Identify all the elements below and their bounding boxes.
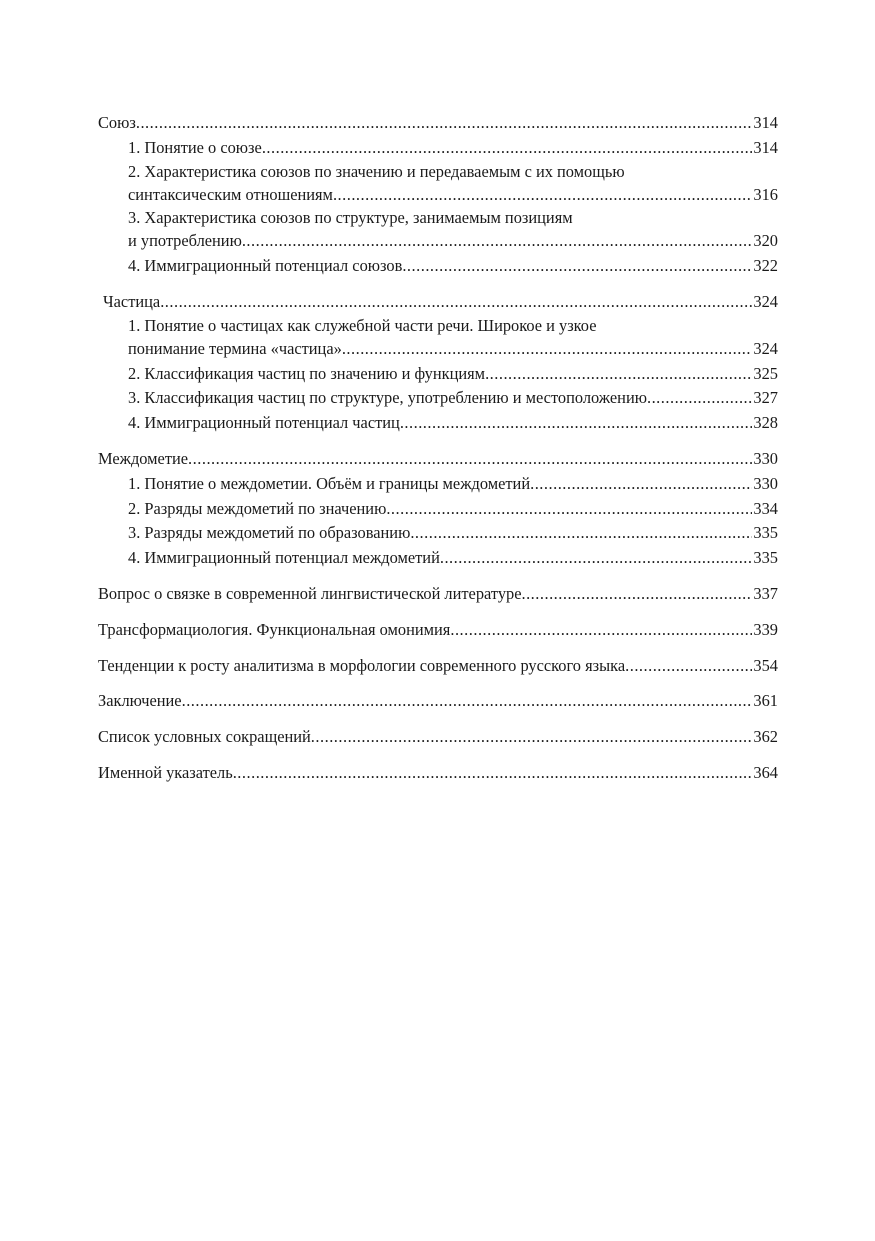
toc-section bbox=[98, 654, 778, 679]
page-number: 364 bbox=[753, 762, 778, 782]
toc-entry-title: и употреблению bbox=[128, 231, 242, 251]
dot-leader bbox=[188, 447, 752, 472]
toc-subsection-entry[interactable] bbox=[98, 183, 778, 208]
toc-subsection-entry[interactable] bbox=[98, 497, 778, 522]
toc-subsection-entry[interactable] bbox=[98, 229, 778, 254]
toc-entry-title: Список условных сокращений bbox=[98, 727, 311, 747]
page-number: 337 bbox=[753, 583, 778, 603]
dot-leader bbox=[233, 761, 753, 786]
dot-leader bbox=[521, 582, 752, 607]
toc-chapter-entry[interactable] bbox=[98, 725, 778, 750]
toc-subsection-entry[interactable] bbox=[98, 386, 778, 411]
toc-entry-title: Междометие bbox=[98, 448, 189, 468]
dot-leader bbox=[136, 111, 753, 136]
toc-chapter-entry[interactable] bbox=[98, 654, 778, 679]
page-number: 362 bbox=[753, 727, 778, 747]
toc-entry-title: Именной указатель bbox=[98, 762, 233, 782]
page-number: 324 bbox=[753, 291, 778, 311]
dot-leader bbox=[182, 689, 753, 714]
page-number: 324 bbox=[753, 338, 778, 358]
page-number: 327 bbox=[753, 388, 778, 408]
dot-leader bbox=[530, 472, 752, 497]
page-number: 325 bbox=[753, 363, 778, 383]
dot-leader bbox=[410, 521, 752, 546]
toc-entry-text-line: 2. Характеристика союзов по значению и передаваемым с их помощью bbox=[128, 161, 625, 181]
toc-subsection-entry[interactable] bbox=[98, 546, 778, 571]
toc-section bbox=[98, 290, 778, 436]
toc-section bbox=[98, 618, 778, 643]
toc-section bbox=[98, 689, 778, 714]
toc-entry-title: 2. Разряды междометий по значению bbox=[128, 498, 387, 518]
dot-leader bbox=[625, 654, 752, 679]
toc-entry-title: 3. Классификация частиц по структуре, употреблению и местоположению bbox=[128, 388, 647, 408]
toc-chapter-entry[interactable] bbox=[98, 618, 778, 643]
toc-entry-title: Заключение bbox=[98, 691, 182, 711]
toc-entry-text-line: 1. Понятие о частицах как служебной части речи. Широкое и узкое bbox=[128, 315, 597, 335]
toc-entry-title: Частица bbox=[103, 291, 161, 311]
page-number: 334 bbox=[753, 498, 778, 518]
page-number: 354 bbox=[753, 655, 778, 675]
toc-entry-title: Трансформациология. Функциональная омонимия bbox=[98, 619, 451, 639]
page-number: 322 bbox=[753, 256, 778, 276]
dot-leader bbox=[386, 497, 752, 522]
page-number: 316 bbox=[753, 184, 778, 204]
table-of-contents bbox=[98, 111, 778, 797]
toc-entry-title: 1. Понятие о союзе bbox=[128, 137, 262, 157]
toc-subsection-entry[interactable] bbox=[98, 521, 778, 546]
toc-entry-title: 3. Разряды междометий по образованию bbox=[128, 523, 411, 543]
toc-subsection-entry[interactable] bbox=[98, 411, 778, 436]
toc-chapter-entry[interactable] bbox=[98, 290, 778, 315]
page-number: 320 bbox=[753, 231, 778, 251]
page-number: 314 bbox=[753, 137, 778, 157]
dot-leader bbox=[342, 337, 753, 362]
dot-leader bbox=[160, 290, 752, 315]
page-number: 314 bbox=[753, 113, 778, 132]
toc-subsection-entry[interactable] bbox=[98, 136, 778, 161]
toc-section bbox=[98, 761, 778, 786]
toc-entry-title: Тенденции к росту аналитизма в морфологии современного русского языка bbox=[98, 655, 626, 675]
dot-leader bbox=[402, 254, 752, 279]
toc-subsection-entry[interactable] bbox=[98, 337, 778, 362]
toc-entry-title: 4. Иммиграционный потенциал союзов bbox=[128, 256, 403, 276]
toc-chapter-entry[interactable] bbox=[98, 761, 778, 786]
toc-chapter-entry[interactable] bbox=[98, 447, 778, 472]
dot-leader bbox=[450, 618, 752, 643]
toc-section bbox=[98, 582, 778, 607]
toc-section bbox=[98, 111, 778, 279]
dot-leader bbox=[440, 546, 753, 571]
toc-entry-title: Вопрос о связке в современной лингвистической литературе bbox=[98, 583, 522, 603]
toc-entry-title: синтаксическим отношениям bbox=[128, 184, 333, 204]
page-number: 339 bbox=[753, 619, 778, 639]
dot-leader bbox=[400, 411, 753, 436]
toc-chapter-entry[interactable] bbox=[98, 582, 778, 607]
toc-entry-title: 1. Понятие о междометии. Объём и границы междометий bbox=[128, 473, 531, 493]
toc-chapter-entry[interactable] bbox=[98, 111, 778, 136]
dot-leader bbox=[262, 136, 753, 161]
dot-leader bbox=[647, 386, 752, 411]
toc-subsection-entry[interactable] bbox=[98, 472, 778, 497]
toc-entry-title: 2. Классификация частиц по значению и функциям bbox=[128, 363, 486, 383]
toc-section bbox=[98, 447, 778, 571]
dot-leader bbox=[242, 229, 753, 254]
page-number: 330 bbox=[753, 448, 778, 468]
toc-chapter-entry[interactable] bbox=[98, 689, 778, 714]
toc-entry-title: 4. Иммиграционный потенциал частиц bbox=[128, 413, 400, 433]
toc-entry-title: понимание термина «частица» bbox=[128, 338, 342, 358]
toc-entry-text-line: 3. Характеристика союзов по структуре, занимаемым позициям bbox=[128, 208, 573, 228]
page-number: 335 bbox=[753, 548, 778, 568]
toc-entry-title: Союз bbox=[98, 113, 136, 132]
toc-subsection-entry[interactable] bbox=[98, 254, 778, 279]
page-number: 330 bbox=[753, 473, 778, 493]
page-number: 328 bbox=[753, 413, 778, 433]
dot-leader bbox=[485, 362, 752, 387]
page-number: 361 bbox=[753, 691, 778, 711]
dot-leader bbox=[333, 183, 752, 208]
dot-leader bbox=[311, 725, 753, 750]
toc-entry-title: 4. Иммиграционный потенциал междометий bbox=[128, 548, 440, 568]
toc-subsection-entry[interactable] bbox=[98, 362, 778, 387]
page-number: 335 bbox=[753, 523, 778, 543]
toc-section bbox=[98, 725, 778, 750]
